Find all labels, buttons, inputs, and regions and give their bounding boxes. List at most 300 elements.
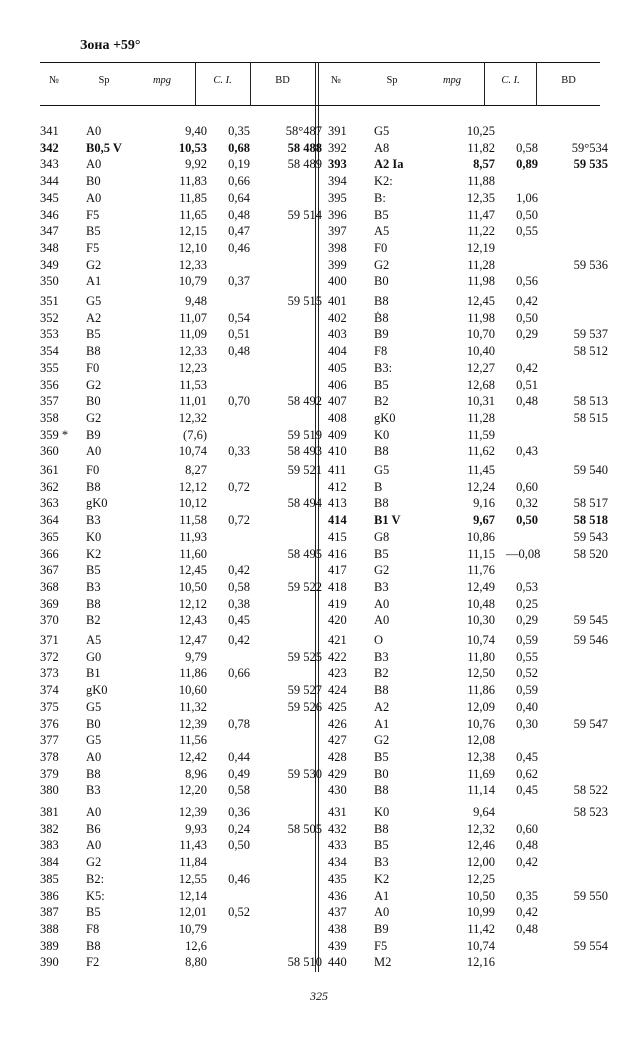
bd-number-cell: 58 522	[573, 783, 608, 798]
star-number-cell: 355	[40, 360, 59, 375]
magnitude-cell: 10,79	[178, 921, 207, 936]
magnitude-cell: 12,10	[178, 240, 207, 255]
header-mpg: mpg	[152, 75, 172, 86]
table-row	[40, 480, 320, 494]
magnitude-cell: 11,59	[467, 427, 495, 442]
magnitude-cell: 10,50	[466, 888, 495, 903]
spectral-type-cell: K2:	[374, 174, 393, 189]
color-index-cell: 0,47	[228, 224, 250, 239]
table-row	[328, 955, 608, 969]
spectral-type-cell: K2	[374, 871, 390, 886]
table-row	[40, 224, 320, 238]
magnitude-cell: 10,79	[178, 274, 207, 289]
spectral-type-cell: B5	[374, 838, 389, 853]
color-index-cell: 0,51	[516, 377, 538, 392]
bd-number-cell: 58 518	[573, 513, 608, 528]
star-number-cell: 365	[40, 529, 59, 544]
table-row	[40, 683, 320, 697]
star-number-cell: 424	[328, 683, 347, 698]
magnitude-cell: 11,22	[467, 224, 495, 239]
spectral-type-cell: B5	[86, 327, 101, 342]
star-number-cell: 401	[328, 294, 347, 308]
star-number-cell: 361	[40, 463, 59, 477]
magnitude-cell: 8,96	[185, 766, 207, 781]
spectral-type-cell: B0	[374, 766, 389, 781]
header-ci: C. I.	[213, 75, 232, 86]
star-number-cell: 364	[40, 513, 59, 528]
spectral-type-cell: B5	[374, 377, 389, 392]
table-row	[40, 717, 320, 731]
table-row	[40, 327, 320, 341]
table-row	[328, 174, 608, 188]
magnitude-cell: 11,93	[179, 529, 207, 544]
color-index-cell: 0,42	[516, 360, 538, 375]
star-number-cell: 382	[40, 821, 59, 836]
color-index-cell: 0,45	[516, 783, 538, 798]
color-index-cell: 0,60	[516, 821, 538, 836]
spectral-type-cell: Ḃ8	[374, 310, 389, 325]
header-mpg: mpg	[442, 75, 462, 86]
spectral-type-cell: F5	[86, 240, 100, 255]
magnitude-cell: 10,74	[178, 444, 207, 459]
star-number-cell: 392	[328, 140, 347, 155]
bd-number-cell: 59 554	[573, 938, 608, 953]
spectral-type-cell: B5	[86, 905, 101, 920]
star-number-cell: 384	[40, 855, 59, 870]
spectral-type-cell: F8	[86, 921, 100, 936]
spectral-type-cell: G2	[374, 733, 390, 748]
table-row	[40, 822, 320, 836]
bd-number-cell: 58 510	[287, 955, 322, 970]
magnitude-cell: 8,27	[185, 463, 207, 477]
table-row	[328, 496, 608, 510]
table-row	[40, 580, 320, 594]
magnitude-cell: 12,15	[178, 224, 207, 239]
magnitude-cell: 11,86	[179, 666, 207, 681]
star-number-cell: 348	[40, 240, 59, 255]
spectral-type-cell: B	[374, 479, 383, 494]
spectral-type-cell: B3	[374, 855, 389, 870]
magnitude-cell: 10,60	[178, 683, 207, 698]
magnitude-cell: 12,25	[466, 871, 495, 886]
header-bd: BD	[275, 75, 290, 86]
table-row	[40, 700, 320, 714]
table-row	[328, 530, 608, 544]
star-number-cell: 377	[40, 733, 59, 748]
magnitude-cell: 10,74	[466, 938, 495, 953]
magnitude-cell: 11,01	[179, 394, 207, 409]
table-row	[328, 597, 608, 611]
spectral-type-cell: A1	[374, 888, 390, 903]
magnitude-cell: 11,56	[179, 733, 207, 748]
spectral-type-cell: A8	[374, 140, 390, 155]
magnitude-cell: 12,42	[178, 749, 207, 764]
color-index-cell: 0,66	[228, 174, 250, 189]
table-row	[40, 838, 320, 852]
color-index-cell: 0,54	[228, 310, 250, 325]
magnitude-cell: 9,40	[185, 124, 207, 138]
star-number-cell: 412	[328, 479, 347, 494]
magnitude-cell: 12,45	[178, 563, 207, 578]
spectral-type-cell: B3:	[374, 360, 393, 375]
table-row	[328, 767, 608, 781]
spectral-type-cell: A5	[86, 633, 102, 647]
table-row	[40, 361, 320, 375]
spectral-type-cell: B8	[86, 596, 101, 611]
spectral-type-cell: A1	[86, 274, 102, 289]
magnitude-cell: 11,42	[467, 921, 495, 936]
magnitude-cell: 11,65	[179, 207, 207, 222]
bd-number-cell: 59 536	[573, 257, 608, 272]
spectral-type-cell: F5	[86, 207, 100, 222]
header-sp: Sp	[386, 75, 398, 86]
star-number-cell: 422	[328, 649, 347, 664]
spectral-type-cell: A1	[374, 716, 390, 731]
table-row	[40, 783, 320, 797]
star-number-cell: 380	[40, 783, 59, 798]
table-row	[328, 274, 608, 288]
magnitude-cell: 11,69	[467, 766, 495, 781]
spectral-type-cell: B8	[374, 821, 389, 836]
col-divider	[484, 62, 485, 106]
spectral-type-cell: B1	[86, 666, 101, 681]
spectral-type-cell: A0	[86, 444, 102, 459]
table-row	[40, 530, 320, 544]
table-row	[40, 157, 320, 171]
table-row	[40, 394, 320, 408]
bd-number-cell: 58 495	[287, 546, 322, 561]
table-row	[328, 872, 608, 886]
table-row	[328, 344, 608, 358]
star-number-cell: 426	[328, 716, 347, 731]
star-number-cell: 341	[40, 124, 59, 138]
table-row	[328, 905, 608, 919]
star-number-cell: 430	[328, 783, 347, 798]
spectral-type-cell: B8	[374, 444, 389, 459]
table-row	[40, 444, 320, 458]
spectral-type-cell: G2	[86, 410, 102, 425]
color-index-cell: 0,53	[516, 579, 538, 594]
col-divider	[250, 62, 251, 106]
color-index-cell: 0,44	[228, 749, 250, 764]
magnitude-cell: 12,46	[466, 838, 495, 853]
bd-number-cell: 59 514	[287, 207, 322, 222]
magnitude-cell: 12,55	[178, 871, 207, 886]
color-index-cell: 0,45	[228, 613, 250, 628]
star-number-cell: 421	[328, 633, 347, 647]
spectral-type-cell: B8	[86, 479, 101, 494]
magnitude-cell: 12,20	[178, 783, 207, 798]
header-bd: BD	[561, 75, 576, 86]
magnitude-cell: 12,19	[466, 240, 495, 255]
spectral-type-cell: G5	[374, 463, 390, 477]
spectral-type-cell: gK0	[86, 496, 108, 511]
spectral-type-cell: G8	[374, 529, 390, 544]
color-index-cell: 0,35	[228, 124, 250, 138]
color-index-cell: 0,24	[228, 821, 250, 836]
magnitude-cell: 8,80	[185, 955, 207, 970]
star-number-cell: 435	[328, 871, 347, 886]
table-row	[40, 411, 320, 425]
spectral-type-cell: A0	[86, 124, 102, 138]
table-row	[328, 141, 608, 155]
spectral-type-cell: A5	[374, 224, 390, 239]
color-index-cell: 0,52	[516, 666, 538, 681]
magnitude-cell: 11,14	[467, 783, 495, 798]
magnitude-cell: 10,25	[466, 124, 495, 138]
bd-number-cell: 59°534	[571, 140, 608, 155]
magnitude-cell: 9,64	[473, 805, 495, 819]
star-number-cell: 402	[328, 310, 347, 325]
magnitude-cell: 11,28	[467, 410, 495, 425]
magnitude-cell: 9,79	[185, 649, 207, 664]
color-index-cell: 0,38	[228, 596, 250, 611]
spectral-type-cell: G5	[86, 699, 102, 714]
bd-number-cell: 59 521	[287, 463, 322, 477]
bd-number-cell: 58 520	[573, 546, 608, 561]
magnitude-cell: 11,98	[467, 274, 495, 289]
bd-number-cell: 58 517	[573, 496, 608, 511]
spectral-type-cell: A2 Ia	[374, 157, 404, 172]
spectral-type-cell: B8	[374, 683, 389, 698]
star-number-cell: 415	[328, 529, 347, 544]
star-number-cell: 425	[328, 699, 347, 714]
bd-number-cell: 59 543	[573, 529, 608, 544]
star-number-cell: 376	[40, 716, 59, 731]
magnitude-cell: 12,23	[178, 360, 207, 375]
color-index-cell: 0,58	[228, 579, 250, 594]
magnitude-cell: 12,24	[466, 479, 495, 494]
table-row	[328, 444, 608, 458]
color-index-cell: 0,66	[228, 666, 250, 681]
star-number-cell: 389	[40, 938, 59, 953]
bd-number-cell: 59 519	[287, 427, 322, 442]
star-number-cell: 418	[328, 579, 347, 594]
color-index-cell: 0,58	[516, 140, 538, 155]
star-number-cell: 397	[328, 224, 347, 239]
table-row	[40, 955, 320, 969]
color-index-cell: 0,48	[516, 838, 538, 853]
spectral-type-cell: B0	[86, 394, 101, 409]
star-number-cell: 356	[40, 377, 59, 392]
magnitude-cell: 12,01	[178, 905, 207, 920]
spectral-type-cell: gK0	[86, 683, 108, 698]
magnitude-cell: 10,12	[178, 496, 207, 511]
bd-number-cell: 59 550	[573, 888, 608, 903]
star-number-cell: 344	[40, 174, 59, 189]
bd-number-cell: 58 494	[287, 496, 322, 511]
bd-number-cell: 59 535	[573, 157, 608, 172]
magnitude-cell: 11,15	[467, 546, 495, 561]
spectral-type-cell: G2	[86, 377, 102, 392]
magnitude-cell: 12,68	[466, 377, 495, 392]
magnitude-cell: 10,74	[466, 633, 495, 647]
star-number-cell: 390	[40, 955, 59, 970]
spectral-type-cell: G5	[374, 124, 390, 138]
star-number-cell: 433	[328, 838, 347, 853]
magnitude-cell: 9,16	[473, 496, 495, 511]
magnitude-cell: 12,39	[178, 716, 207, 731]
table-row	[40, 733, 320, 747]
star-number-cell: 360	[40, 444, 59, 459]
star-number-cell: 378	[40, 749, 59, 764]
star-number-cell: 349	[40, 257, 59, 272]
table-row	[40, 208, 320, 222]
table-row	[328, 805, 608, 819]
spectral-type-cell: A0	[86, 190, 102, 205]
magnitude-cell: 11,32	[179, 699, 207, 714]
spectral-type-cell: K0	[374, 427, 390, 442]
color-index-cell: 0,45	[516, 749, 538, 764]
table-row	[328, 733, 608, 747]
spectral-type-cell: F0	[86, 360, 100, 375]
spectral-type-cell: F5	[374, 938, 388, 953]
magnitude-cell: 11,88	[467, 174, 495, 189]
star-number-cell: 428	[328, 749, 347, 764]
magnitude-cell: 12,50	[466, 666, 495, 681]
table-row	[328, 838, 608, 852]
bd-number-cell: 58 505	[287, 821, 322, 836]
magnitude-cell: 12,43	[178, 613, 207, 628]
star-number-cell: 366	[40, 546, 59, 561]
header-no: №	[48, 75, 60, 86]
color-index-cell: 0,32	[516, 496, 538, 511]
magnitude-cell: 10,99	[466, 905, 495, 920]
magnitude-cell: 11,82	[467, 140, 495, 155]
spectral-type-cell: K2	[86, 546, 102, 561]
star-number-cell: 414	[328, 513, 347, 528]
star-number-cell: 359 *	[40, 427, 69, 442]
spectral-type-cell: B8	[374, 783, 389, 798]
spectral-type-cell: B1 V	[374, 513, 401, 528]
table-row	[40, 294, 320, 308]
table-row	[40, 258, 320, 272]
color-index-cell: 0,37	[228, 274, 250, 289]
magnitude-cell: 11,43	[179, 838, 207, 853]
table-row	[40, 613, 320, 627]
magnitude-cell: 8,57	[473, 157, 495, 172]
color-index-cell: 0,50	[516, 310, 538, 325]
star-number-cell: 375	[40, 699, 59, 714]
magnitude-cell: 12,35	[466, 190, 495, 205]
spectral-type-cell: G2	[86, 855, 102, 870]
color-index-cell: 0,19	[228, 157, 250, 172]
bd-number-cell: 59 540	[573, 463, 608, 477]
table-row	[328, 700, 608, 714]
spectral-type-cell: A0	[374, 596, 390, 611]
spectral-type-cell: G0	[86, 649, 102, 664]
magnitude-cell: 11,58	[179, 513, 207, 528]
table-row	[40, 174, 320, 188]
table-row	[40, 563, 320, 577]
spectral-type-cell: B3	[374, 579, 389, 594]
magnitude-cell: 12,12	[178, 596, 207, 611]
magnitude-cell: 10,40	[466, 344, 495, 359]
spectral-type-cell: B8	[374, 294, 389, 308]
spectral-type-cell: gK0	[374, 410, 396, 425]
color-index-cell: 0,64	[228, 190, 250, 205]
color-index-cell: 0,46	[228, 871, 250, 886]
bd-number-cell: 58 489	[287, 157, 322, 172]
color-index-cell: 0,35	[516, 888, 538, 903]
col-divider	[536, 62, 537, 106]
star-number-cell: 358	[40, 410, 59, 425]
spectral-type-cell: B8	[86, 938, 101, 953]
spectral-type-cell: B0	[86, 716, 101, 731]
magnitude-cell: 9,48	[185, 294, 207, 308]
spectral-type-cell: B9	[374, 327, 389, 342]
magnitude-cell: 10,53	[178, 140, 207, 155]
star-number-cell: 391	[328, 124, 347, 138]
star-number-cell: 403	[328, 327, 347, 342]
table-row	[40, 905, 320, 919]
star-number-cell: 352	[40, 310, 59, 325]
table-row	[328, 613, 608, 627]
color-index-cell: 0,55	[516, 224, 538, 239]
star-number-cell: 417	[328, 563, 347, 578]
star-number-cell: 423	[328, 666, 347, 681]
color-index-cell: 0,59	[516, 683, 538, 698]
spectral-type-cell: A2	[374, 699, 390, 714]
spectral-type-cell: A0	[374, 613, 390, 628]
star-number-cell: 408	[328, 410, 347, 425]
spectral-type-cell: B2	[86, 613, 101, 628]
spectral-type-cell: B5	[374, 546, 389, 561]
spectral-type-cell: A0	[86, 838, 102, 853]
star-number-cell: 368	[40, 579, 59, 594]
table-row	[40, 191, 320, 205]
color-index-cell: 0,42	[228, 563, 250, 578]
magnitude-cell: 12,12	[178, 479, 207, 494]
page-number: 325	[310, 989, 328, 1003]
color-index-cell: 0,50	[228, 838, 250, 853]
spectral-type-cell: B5	[374, 749, 389, 764]
magnitude-cell: 10,70	[466, 327, 495, 342]
bd-number-cell: 59 546	[573, 633, 608, 647]
bd-number-cell: 58 488	[287, 140, 322, 155]
color-index-cell: 0,48	[228, 207, 250, 222]
spectral-type-cell: B5	[86, 563, 101, 578]
table-row	[328, 683, 608, 697]
color-index-cell: 0,58	[228, 783, 250, 798]
magnitude-cell: 10,31	[466, 394, 495, 409]
magnitude-cell: 12,39	[178, 805, 207, 819]
table-row	[328, 822, 608, 836]
magnitude-cell: 12,09	[466, 699, 495, 714]
spectral-type-cell: A0	[374, 905, 390, 920]
star-number-cell: 431	[328, 805, 347, 819]
magnitude-cell: 12,47	[178, 633, 207, 647]
bd-number-cell: 59 515	[287, 294, 322, 308]
spectral-type-cell: A0	[86, 805, 102, 819]
table-row	[40, 463, 320, 477]
color-index-cell: 1,06	[516, 190, 538, 205]
magnitude-cell: 11,76	[467, 563, 495, 578]
header-ci: C. I.	[501, 75, 520, 86]
color-index-cell: 0,62	[516, 766, 538, 781]
table-row	[40, 274, 320, 288]
star-number-cell: 398	[328, 240, 347, 255]
table-row	[40, 666, 320, 680]
magnitude-cell: 12,27	[466, 360, 495, 375]
color-index-cell: 0,48	[516, 394, 538, 409]
color-index-cell: 0,46	[228, 240, 250, 255]
star-number-cell: 381	[40, 805, 59, 819]
table-row	[328, 783, 608, 797]
star-number-cell: 373	[40, 666, 59, 681]
color-index-cell: 0,42	[516, 855, 538, 870]
spectral-type-cell: B5	[86, 224, 101, 239]
